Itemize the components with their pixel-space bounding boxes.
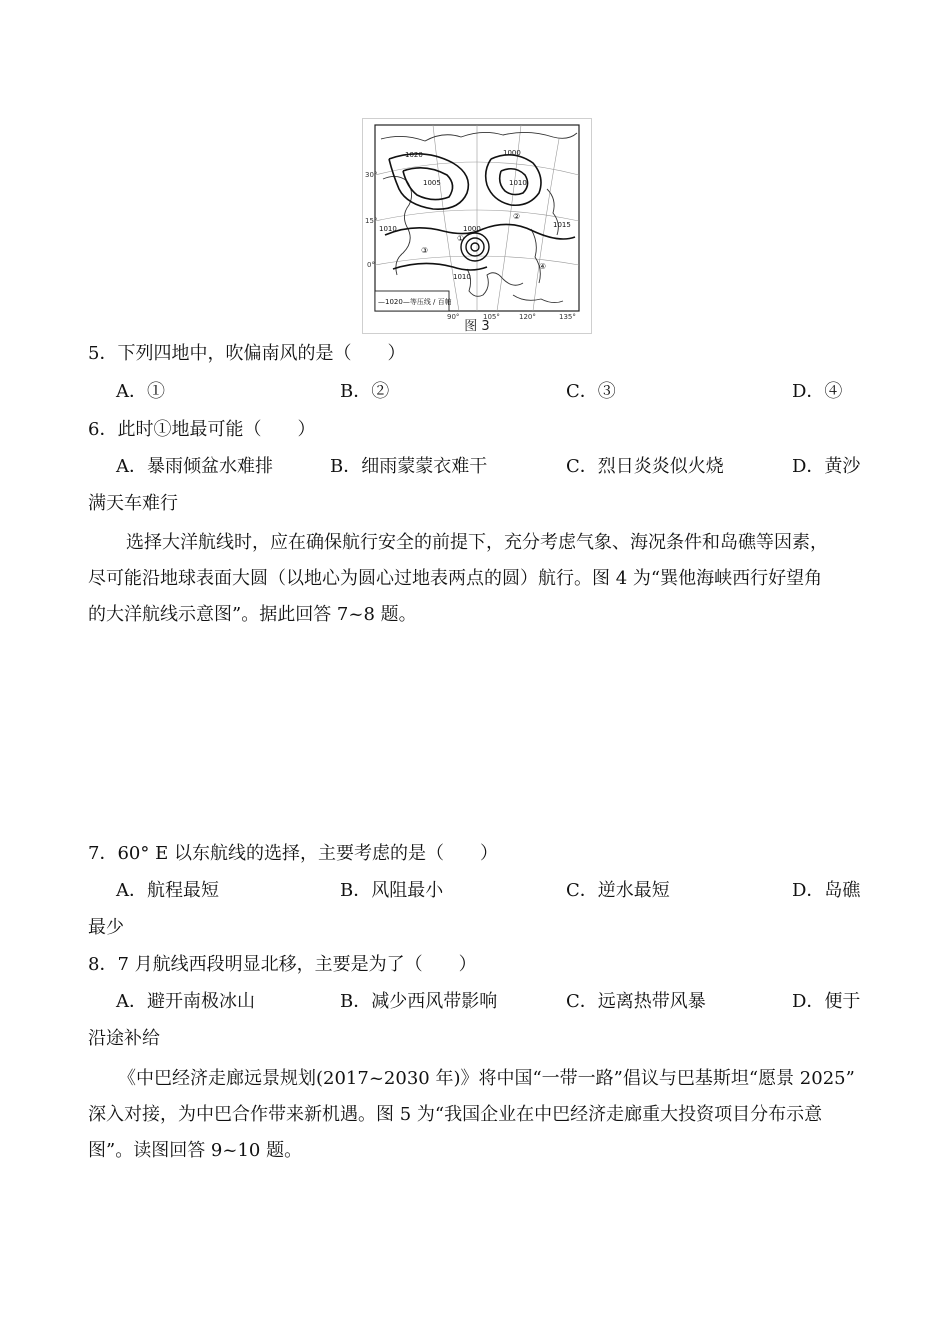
svg-text:③: ③ xyxy=(421,246,429,255)
passage-cpec-line-1: 《中巴经济走廊远景规划(2017~2030 年)》将中国“一带一路”倡议与巴基斯坦“愿景 2025” xyxy=(118,1068,855,1089)
q8-option-d-wrap: 沿途补给 xyxy=(88,1028,160,1049)
q5-stem: 5．下列四地中，吹偏南风的是（ ） xyxy=(88,343,406,364)
q6-option-b[interactable]: B．细雨蒙蒙衣难干 xyxy=(330,456,488,477)
q7-option-d[interactable]: D．岛礁 xyxy=(792,880,861,901)
svg-text:0°: 0° xyxy=(367,261,375,269)
q5-options xyxy=(0,380,950,404)
svg-text:1010: 1010 xyxy=(379,225,397,233)
svg-text:90°: 90° xyxy=(447,313,460,321)
svg-text:1000: 1000 xyxy=(463,225,481,233)
passage-ocean-routes-line-1: 选择大洋航线时，应在确保航行安全的前提下，充分考虑气象、海况条件和岛礁等因素， xyxy=(126,532,828,553)
svg-text:1000: 1000 xyxy=(503,149,521,157)
svg-text:1015: 1015 xyxy=(553,221,571,229)
isobar-map-drawing xyxy=(363,119,591,333)
q7-option-a[interactable]: A．航程最短 xyxy=(116,880,219,901)
svg-text:②: ② xyxy=(513,212,521,221)
q8-option-c[interactable]: C．远离热带风暴 xyxy=(566,991,706,1012)
svg-text:30°: 30° xyxy=(365,171,378,179)
figure-3-caption: 图 3 xyxy=(464,319,490,334)
svg-text:15°: 15° xyxy=(365,217,378,225)
map-legend: —1020—等压线 / 百帕 xyxy=(378,298,452,306)
figure-3-isobar-map xyxy=(362,118,592,334)
q8-options xyxy=(0,990,950,1014)
q6-option-c[interactable]: C．烈日炎炎似火烧 xyxy=(566,456,724,477)
svg-text:135°: 135° xyxy=(559,313,576,321)
q7-stem: 7．60° E 以东航线的选择，主要考虑的是（ ） xyxy=(88,843,498,864)
q7-option-c[interactable]: C．逆水最短 xyxy=(566,880,670,901)
svg-text:④: ④ xyxy=(539,262,547,271)
q8-stem: 8．7 月航线西段明显北移，主要是为了（ ） xyxy=(88,954,477,975)
q7-option-b[interactable]: B．风阻最小 xyxy=(340,880,444,901)
q6-option-d[interactable]: D．黄沙 xyxy=(792,456,861,477)
svg-text:1010: 1010 xyxy=(453,273,471,281)
svg-text:120°: 120° xyxy=(519,313,536,321)
q5-option-c[interactable]: C．③ xyxy=(566,381,616,402)
q8-option-b[interactable]: B．减少西风带影响 xyxy=(340,991,498,1012)
q5-option-d[interactable]: D．④ xyxy=(792,381,843,402)
q8-option-d[interactable]: D．便于 xyxy=(792,991,861,1012)
passage-cpec xyxy=(88,1061,864,1169)
q7-options xyxy=(0,879,950,903)
q5-option-b[interactable]: B．② xyxy=(340,381,390,402)
q6-options xyxy=(0,455,950,479)
q5-option-a[interactable]: A．① xyxy=(116,381,165,402)
svg-text:1010: 1010 xyxy=(509,179,527,187)
passage-ocean-routes-line-2: 尽可能沿地球表面大圆（以地心为圆心过地表两点的圆）航行。图 4 为“巽他海峡西行好望角 xyxy=(88,568,823,589)
q6-option-d-wrap: 满天车难行 xyxy=(88,493,178,514)
svg-text:1005: 1005 xyxy=(423,179,441,187)
svg-text:①: ① xyxy=(457,234,465,243)
passage-ocean-routes-line-3: 的大洋航线示意图”。据此回答 7~8 题。 xyxy=(88,604,417,625)
passage-ocean-routes xyxy=(88,525,864,633)
passage-cpec-line-2: 深入对接，为中巴合作带来新机遇。图 5 为“我国企业在中巴经济走廊重大投资项目分布示意 xyxy=(88,1104,823,1125)
q8-option-a[interactable]: A．避开南极冰山 xyxy=(116,991,255,1012)
svg-text:105°: 105° xyxy=(483,313,500,321)
passage-cpec-line-3: 图”。读图回答 9~10 题。 xyxy=(88,1140,303,1161)
q6-stem: 6．此时①地最可能（ ） xyxy=(88,419,316,440)
svg-text:1020: 1020 xyxy=(405,151,423,159)
q7-option-d-wrap: 最少 xyxy=(88,917,124,938)
q6-option-a[interactable]: A．暴雨倾盆水难排 xyxy=(116,456,273,477)
